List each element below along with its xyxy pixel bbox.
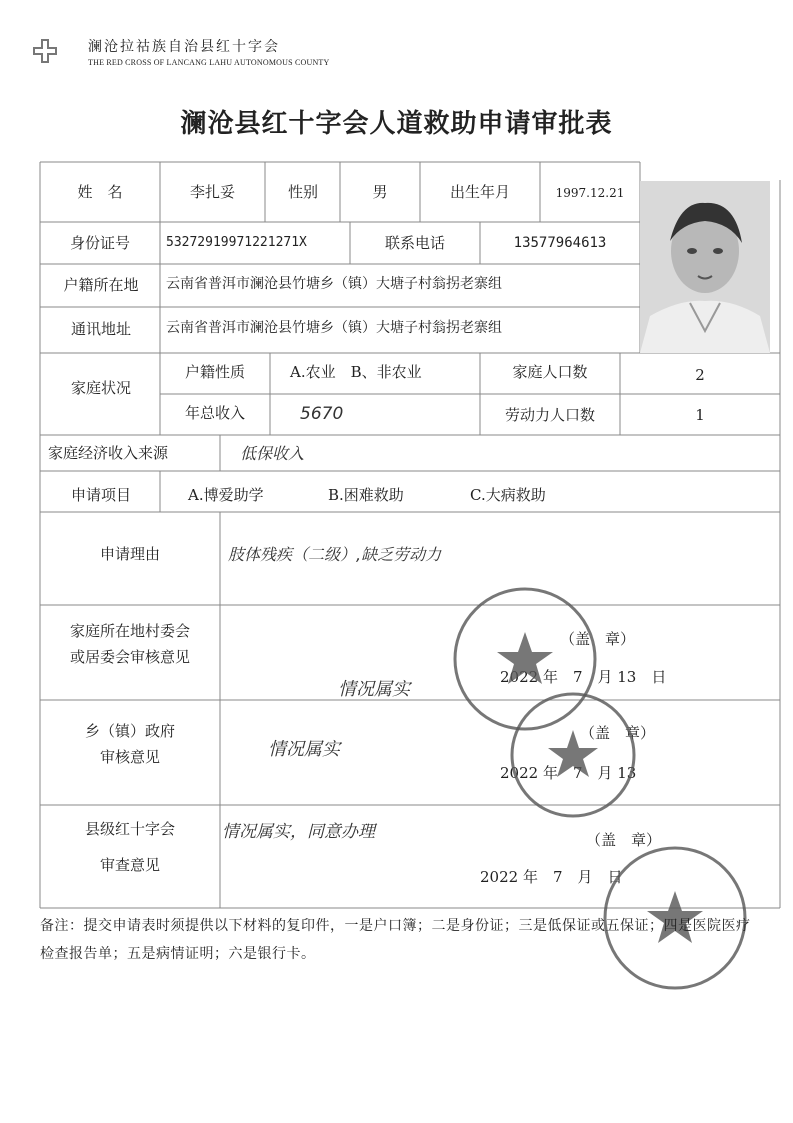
reason-value: 肢体残疾（二级）,缺乏劳动力 [228, 545, 442, 564]
village-date: 2022 年 7 月 13 日 [500, 668, 667, 686]
village-seal: （盖 章） [560, 630, 636, 648]
apply-option-c: C.大病救助 [470, 486, 546, 504]
income-source-value: 低保收入 [240, 444, 305, 463]
county-label-2: 审查意见 [99, 856, 160, 874]
birth-value: 1997.12.21 [555, 186, 625, 200]
reason-label: 申请理由 [99, 545, 160, 563]
labor-label: 劳动力人口数 [504, 406, 595, 424]
address-value: 云南省普洱市澜沧县竹塘乡（镇）大塘子村翁拐老寨组 [166, 320, 502, 336]
applicant-photo [640, 181, 770, 353]
name-label: 姓 名 [77, 183, 123, 201]
gender-value: 男 [372, 183, 388, 201]
phone-value: 13577964613 [513, 235, 607, 251]
county-label-1: 县级红十字会 [84, 820, 175, 838]
income-source-label: 家庭经济收入来源 [48, 444, 169, 462]
org-name-cn: 澜沧拉祜族自治县红十字会 [88, 39, 280, 55]
org-name-en: THE RED CROSS OF LANCANG LAHU AUTONOMOUS COUNTY [88, 58, 330, 67]
labor-value: 1 [695, 406, 705, 424]
form-title: 澜沧县红十字会人道救助申请审批表 [180, 109, 613, 139]
annual-income-value: 5670 [300, 404, 344, 424]
phone-label: 联系电话 [384, 234, 445, 252]
family-label: 家庭状况 [70, 379, 131, 397]
gender-label: 性别 [287, 183, 318, 201]
township-seal: （盖 章） [580, 724, 656, 742]
footnote: 备注：提交申请表时须提供以下材料的复印件，一是户口簿；二是身份证；三是低保证或五保证；四是医院医疗检查报告单；五是病情证明；六是银行卡。 [40, 918, 751, 962]
township-government-stamp [508, 690, 638, 820]
household-reg-label: 户籍所在地 [63, 276, 139, 294]
apply-option-a: A.博爱助学 [188, 486, 264, 504]
village-label-1: 家庭所在地村委会 [69, 622, 190, 640]
family-size-value: 2 [695, 366, 705, 384]
id-label: 身份证号 [69, 234, 130, 252]
county-seal: （盖 章） [586, 831, 662, 849]
county-date: 2022 年 7 月 日 [480, 868, 623, 886]
county-opinion: 情况属实，同意办理 [222, 822, 375, 842]
township-label-2: 审核意见 [99, 748, 160, 766]
birth-label: 出生年月 [449, 183, 510, 201]
id-value: 53272919971221271X [166, 235, 307, 250]
village-opinion: 情况属实 [338, 679, 410, 700]
township-date: 2022 年 7 月 13 [500, 764, 637, 782]
annual-income-label: 年总收入 [184, 404, 245, 422]
apply-item-label: 申请项目 [70, 486, 131, 504]
household-reg-value: 云南省普洱市澜沧县竹塘乡（镇）大塘子村翁拐老寨组 [166, 276, 502, 292]
township-label-1: 乡（镇）政府 [84, 722, 175, 740]
apply-option-b: B.困难救助 [328, 486, 404, 504]
hukou-type-options: A.农业 B、非农业 [290, 363, 422, 381]
name-value: 李扎妥 [189, 183, 235, 201]
address-label: 通讯地址 [70, 320, 131, 338]
family-size-label: 家庭人口数 [512, 363, 588, 381]
village-label-2: 或居委会审核意见 [69, 648, 190, 666]
hukou-type-label: 户籍性质 [184, 363, 245, 381]
township-opinion: 情况属实 [268, 739, 340, 760]
